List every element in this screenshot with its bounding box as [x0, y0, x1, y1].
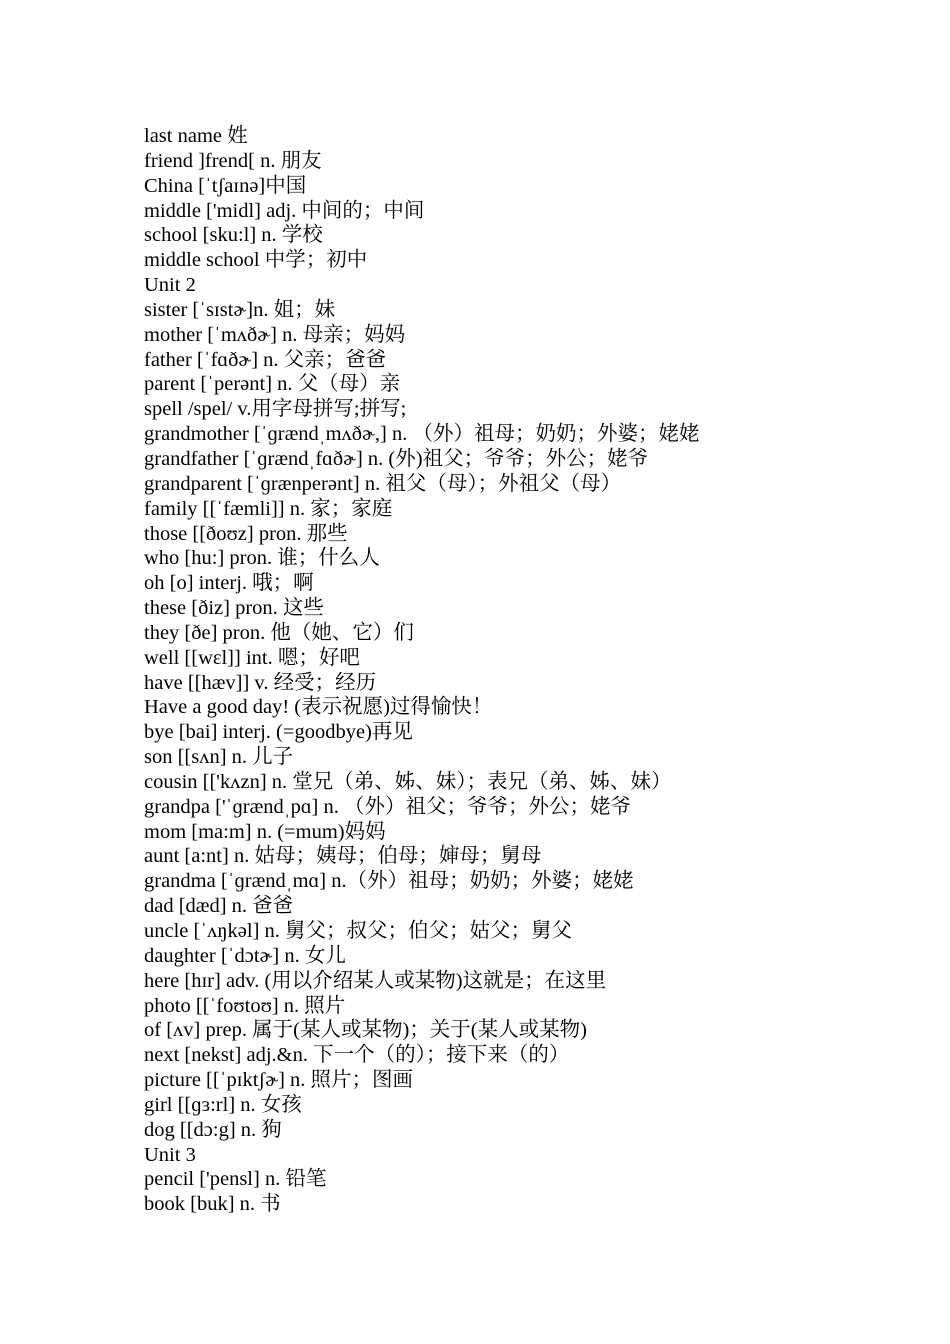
vocab-entry-who: who [hu:] pron. 谁；什么人 [144, 547, 380, 570]
vocab-entry-have: have [[hæv]] v. 经受；经历 [144, 671, 377, 694]
vocab-entry-those: those [[ðoʊz] pron. 那些 [144, 522, 348, 545]
vocab-entry-china: China [ˈtʃaɪnə]中国 [144, 174, 307, 197]
vocab-entry-school: school [sku:l] n. 学校 [144, 224, 323, 247]
vocab-entry-well: well [[wɛl]] int. 嗯；好吧 [144, 646, 360, 669]
vocab-entry-girl: girl [[ɡɜ:rl] n. 女孩 [144, 1093, 302, 1116]
unit-heading-2: Unit 2 [144, 274, 196, 297]
vocab-entry-next: next [nekst] adj.&n. 下一个（的）；接下来（的） [144, 1044, 570, 1067]
vocab-entry-family: family [[ˈfæmli]] n. 家；家庭 [144, 497, 393, 520]
vocab-entry-cousin: cousin [['kʌzn] n. 堂兄（弟、姊、妹）；表兄（弟、姊、妹） [144, 770, 672, 793]
vocab-entry-book: book [buk] n. 书 [144, 1193, 281, 1216]
vocab-entry-aunt: aunt [a:nt] n. 姑母；姨母；伯母；婶母；舅母 [144, 845, 542, 868]
vocab-entry-dad: dad [dæd] n. 爸爸 [144, 895, 294, 918]
vocab-entry-oh: oh [o] interj. 哦；啊 [144, 572, 314, 595]
vocab-entry-parent: parent [ˈperənt] n. 父（母）亲 [144, 373, 401, 396]
vocab-entry-these: these [ðiz] pron. 这些 [144, 597, 324, 620]
vocab-entry-middle-school: middle school 中学；初中 [144, 249, 368, 272]
vocab-entry-last-name: last name 姓 [144, 125, 248, 147]
vocab-entry-photo: photo [[ˈfoʊtoʊ] n. 照片 [144, 994, 346, 1017]
vocab-entry-mother: mother [ˈmʌðɚ] n. 母亲；妈妈 [144, 323, 406, 346]
vocab-entry-grandma: grandma [ˈɡrændˌmɑ] n.（外）祖母；奶奶；外婆；姥姥 [144, 870, 634, 893]
vocab-entry-of: of [ʌv] prep. 属于(某人或某物)；关于(某人或某物) [144, 1019, 587, 1042]
vocabulary-list [144, 124, 904, 1217]
vocab-entry-dog: dog [[dɔ:g] n. 狗 [144, 1118, 282, 1141]
vocab-entry-picture: picture [[ˈpɪktʃɚ] n. 照片；图画 [144, 1069, 414, 1092]
vocab-entry-grandfather: grandfather [ˈɡrændˌfɑðɚ] n. (外)祖父；爷爷；外公；姥爷 [144, 447, 649, 470]
vocab-entry-daughter: daughter [ˈdɔtɚ] n. 女儿 [144, 944, 346, 967]
vocab-entry-they: they [ðe] pron. 他（她、它）们 [144, 621, 414, 644]
vocab-entry-middle: middle ['midl] adj. 中间的；中间 [144, 199, 425, 222]
vocab-entry-uncle: uncle [ˈʌŋkəl] n. 舅父；叔父；伯父；姑父；舅父 [144, 920, 573, 942]
vocab-entry-grandpa: grandpa ['ˈɡrændˌpɑ] n. （外）祖父；爷爷；外公；姥爷 [144, 795, 631, 818]
vocab-entry-mom: mom [ma:m] n. (=mum)妈妈 [144, 820, 386, 843]
vocab-entry-father: father [ˈfɑðɚ] n. 父亲；爸爸 [144, 348, 387, 371]
unit-heading-3: Unit 3 [144, 1143, 196, 1166]
vocab-entry-friend: friend ]frend[ n. 朋友 [144, 149, 322, 172]
vocab-entry-grandparent: grandparent [ˈɡrænperənt] n. 祖父（母）；外祖父（母） [144, 472, 622, 495]
vocab-entry-bye: bye [bai] interj. (=goodbye)再见 [144, 721, 413, 744]
vocab-entry-have-a-good-day: Have a good day! (表示祝愿)过得愉快！ [144, 696, 493, 719]
vocab-entry-son: son [[sʌn] n. 儿子 [144, 746, 294, 769]
vocab-entry-here: here [hɪr] adv. (用以介绍某人或某物)这就是；在这里 [144, 969, 607, 992]
vocab-entry-sister: sister [ˈsɪstɚ]n. 姐；妹 [144, 298, 336, 321]
vocab-entry-pencil: pencil ['pensl] n. 铅笔 [144, 1168, 327, 1191]
vocab-entry-spell: spell /spel/ v.用字母拼写;拼写; [144, 398, 407, 421]
vocab-entry-grandmother: grandmother [ˈɡrændˌmʌðɚ,] n. （外）祖母；奶奶；外婆；姥姥 [144, 423, 700, 446]
